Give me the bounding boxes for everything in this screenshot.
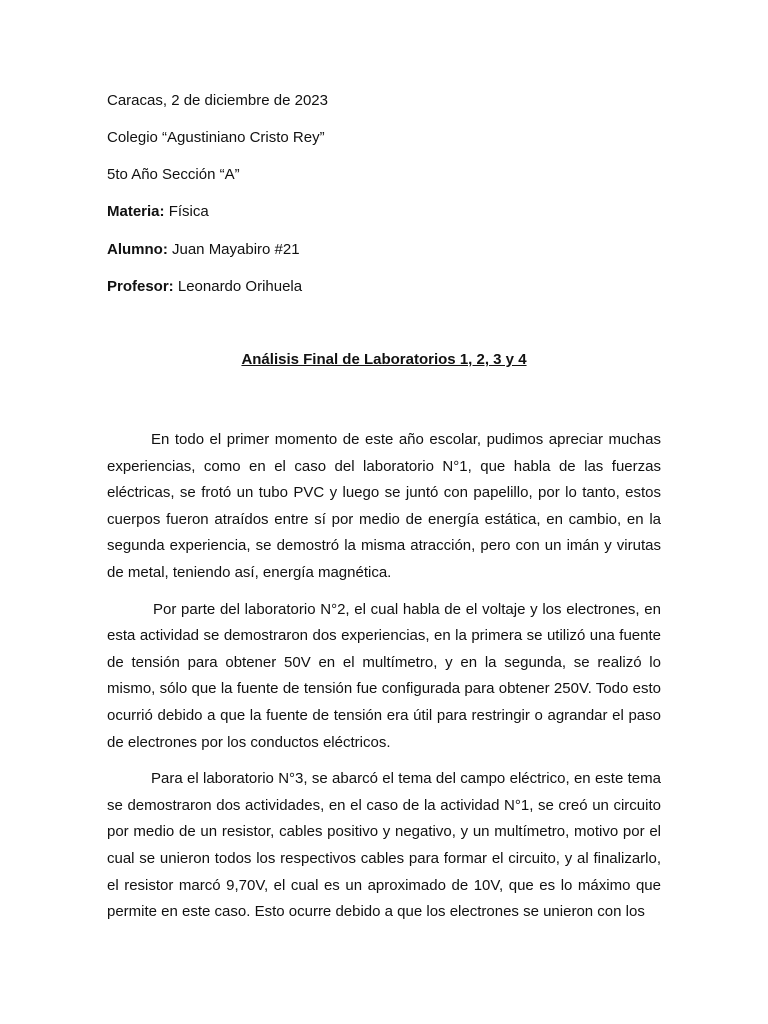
paragraph-1: En todo el primer momento de este año escolar, pudimos apreciar muchas experiencias, como en el caso del laboratorio N°1, que habla de las fuerzas eléctricas, se frotó un tubo PVC y luego se juntó con papelillo, por lo tanto, estos cuerpos fueron atraídos entre sí por medio de energía estática, en cambio, en la segunda experiencia, se demostró la misma atracción, pero con un imán y virutas de metal, teniendo así, energía magnética. bbox=[107, 431, 661, 581]
teacher-line bbox=[107, 278, 302, 296]
paragraph-3: Para el laboratorio N°3, se abarcó el tema del campo eléctrico, en este tema se demostraron dos actividades, en el caso de la actividad N°1, se creó un circuito por medio de un resistor, cables positivo y negativo, y un multímetro, motivo por el cual se unieron todos los respectivos cables para formar el circuito, y al finalizarlo, el resistor marcó 9,70V, el cual es un aproximado de 10V, que es lo máximo que permite en este caso. Esto ocurre debido a que los electrones se unieron con los bbox=[107, 770, 661, 921]
student-label: Alumno: bbox=[107, 241, 168, 258]
subject-line bbox=[107, 203, 209, 221]
document-title: Análisis Final de Laboratorios 1, 2, 3 y 4 bbox=[241, 351, 527, 368]
paragraph-2: Por parte del laboratorio N°2, el cual habla de el voltaje y los electrones, en esta actividad se demostraron dos experiencias, en la primera se utilizó una fuente de tensión para obtener 50V en el multímetro, y en la segunda, se realizó lo mismo, sólo que la fuente de tensión fue configurada para obtener 250V. Todo esto ocurrió debido a que la fuente de tensión era útil para restringir o agrandar el paso de electrones por los conductos eléctricos. bbox=[107, 600, 661, 751]
teacher-value: Leonardo Orihuela bbox=[173, 278, 303, 295]
document-body bbox=[107, 427, 661, 936]
teacher-label: Profesor: bbox=[107, 278, 174, 295]
subject-label: Materia: bbox=[107, 203, 165, 220]
place-date: Caracas, 2 de diciembre de 2023 bbox=[107, 92, 328, 109]
school-name: Colegio “Agustiniano Cristo Rey” bbox=[107, 129, 325, 146]
grade-section: 5to Año Sección “A” bbox=[107, 166, 240, 183]
subject-value: Física bbox=[164, 203, 209, 220]
student-value: Juan Mayabiro #21 bbox=[167, 241, 300, 258]
student-line bbox=[107, 241, 300, 259]
